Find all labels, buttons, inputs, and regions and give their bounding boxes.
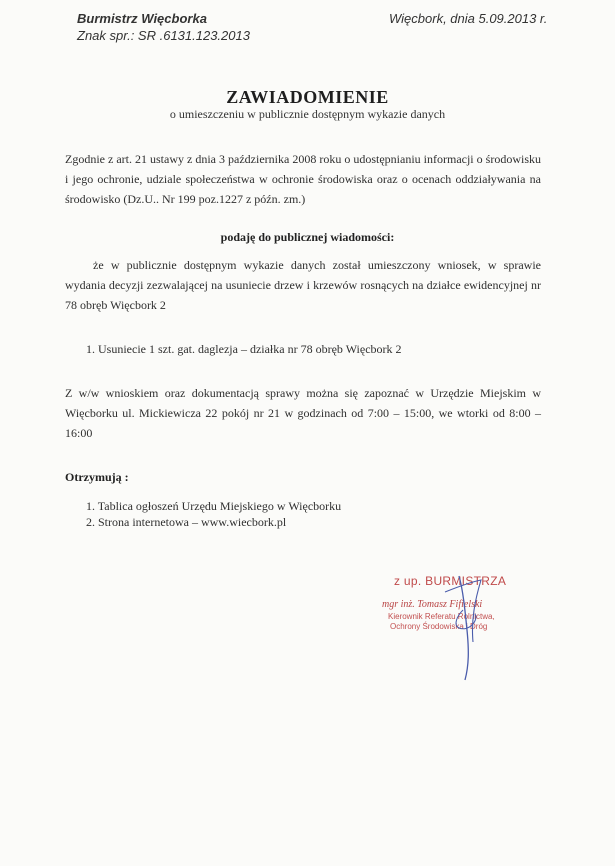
issuer-name: Burmistrz Więcborka xyxy=(77,11,207,26)
legal-basis-paragraph: Zgodnie z art. 21 ustawy z dnia 3 października 2008 roku o udostępnianiu informacji o środowisku i jego ochronie, udziale społeczeństwa w ochronie środowiska oraz o ocenach oddziaływania na środowisko (Dz.U.. Nr 199 poz.1227 z późn. zm.) xyxy=(65,152,541,206)
document-subtitle: o umieszczeniu w publicznie dostępnym wykazie danych xyxy=(169,107,446,121)
stamp-position: Kierownik Referatu Rolnictwa, xyxy=(388,612,495,621)
recipient-item: 2. Strona internetowa – www.wiecbork.pl xyxy=(86,515,287,529)
recipient-item: 1. Tablica ogłoszeń Urzędu Miejskiego w Więcborku xyxy=(86,499,342,513)
recipients-list xyxy=(86,498,341,530)
stamp-name: mgr inż. Tomasz Fifielski xyxy=(382,599,483,610)
notice-paragraph xyxy=(65,255,541,315)
announcement-line: podaję do publicznej wiadomości: xyxy=(220,230,395,244)
recipients-heading: Otrzymują : xyxy=(65,470,129,484)
stamp-title: z up. BURMISTRZA xyxy=(394,574,507,588)
access-paragraph: Z w/w wnioskiem oraz dokumentacją sprawy można się zapoznać w Urzędzie Miejskim w Więcborku ul. Mickiewicza 22 pokój nr 21 w godzinach od 7:00 – 15:00, we wtorki od 8:00 – 16:00 xyxy=(65,386,541,440)
notice-text: że w publicznie dostępnym wykazie danych został umieszczony wniosek, w sprawie wydania decyzji zezwalającej na usuniecie drzew i krzewów rosnących na działce ewidencyjnej nr 78 obręb Więcbork 2 xyxy=(65,258,541,312)
stamp-department: Ochrony Środowiska i Dróg xyxy=(390,622,488,631)
handwritten-signature xyxy=(385,570,525,685)
document-title: ZAWIADOMIENIE xyxy=(226,87,389,107)
place-date: Więcbork, dnia 5.09.2013 r. xyxy=(389,11,548,26)
removal-item: 1. Usuniecie 1 szt. gat. daglezja – działka nr 78 obręb Więcbork 2 xyxy=(86,342,402,356)
issuer-block xyxy=(77,10,250,44)
case-reference: Znak spr.: SR .6131.123.2013 xyxy=(77,28,250,43)
